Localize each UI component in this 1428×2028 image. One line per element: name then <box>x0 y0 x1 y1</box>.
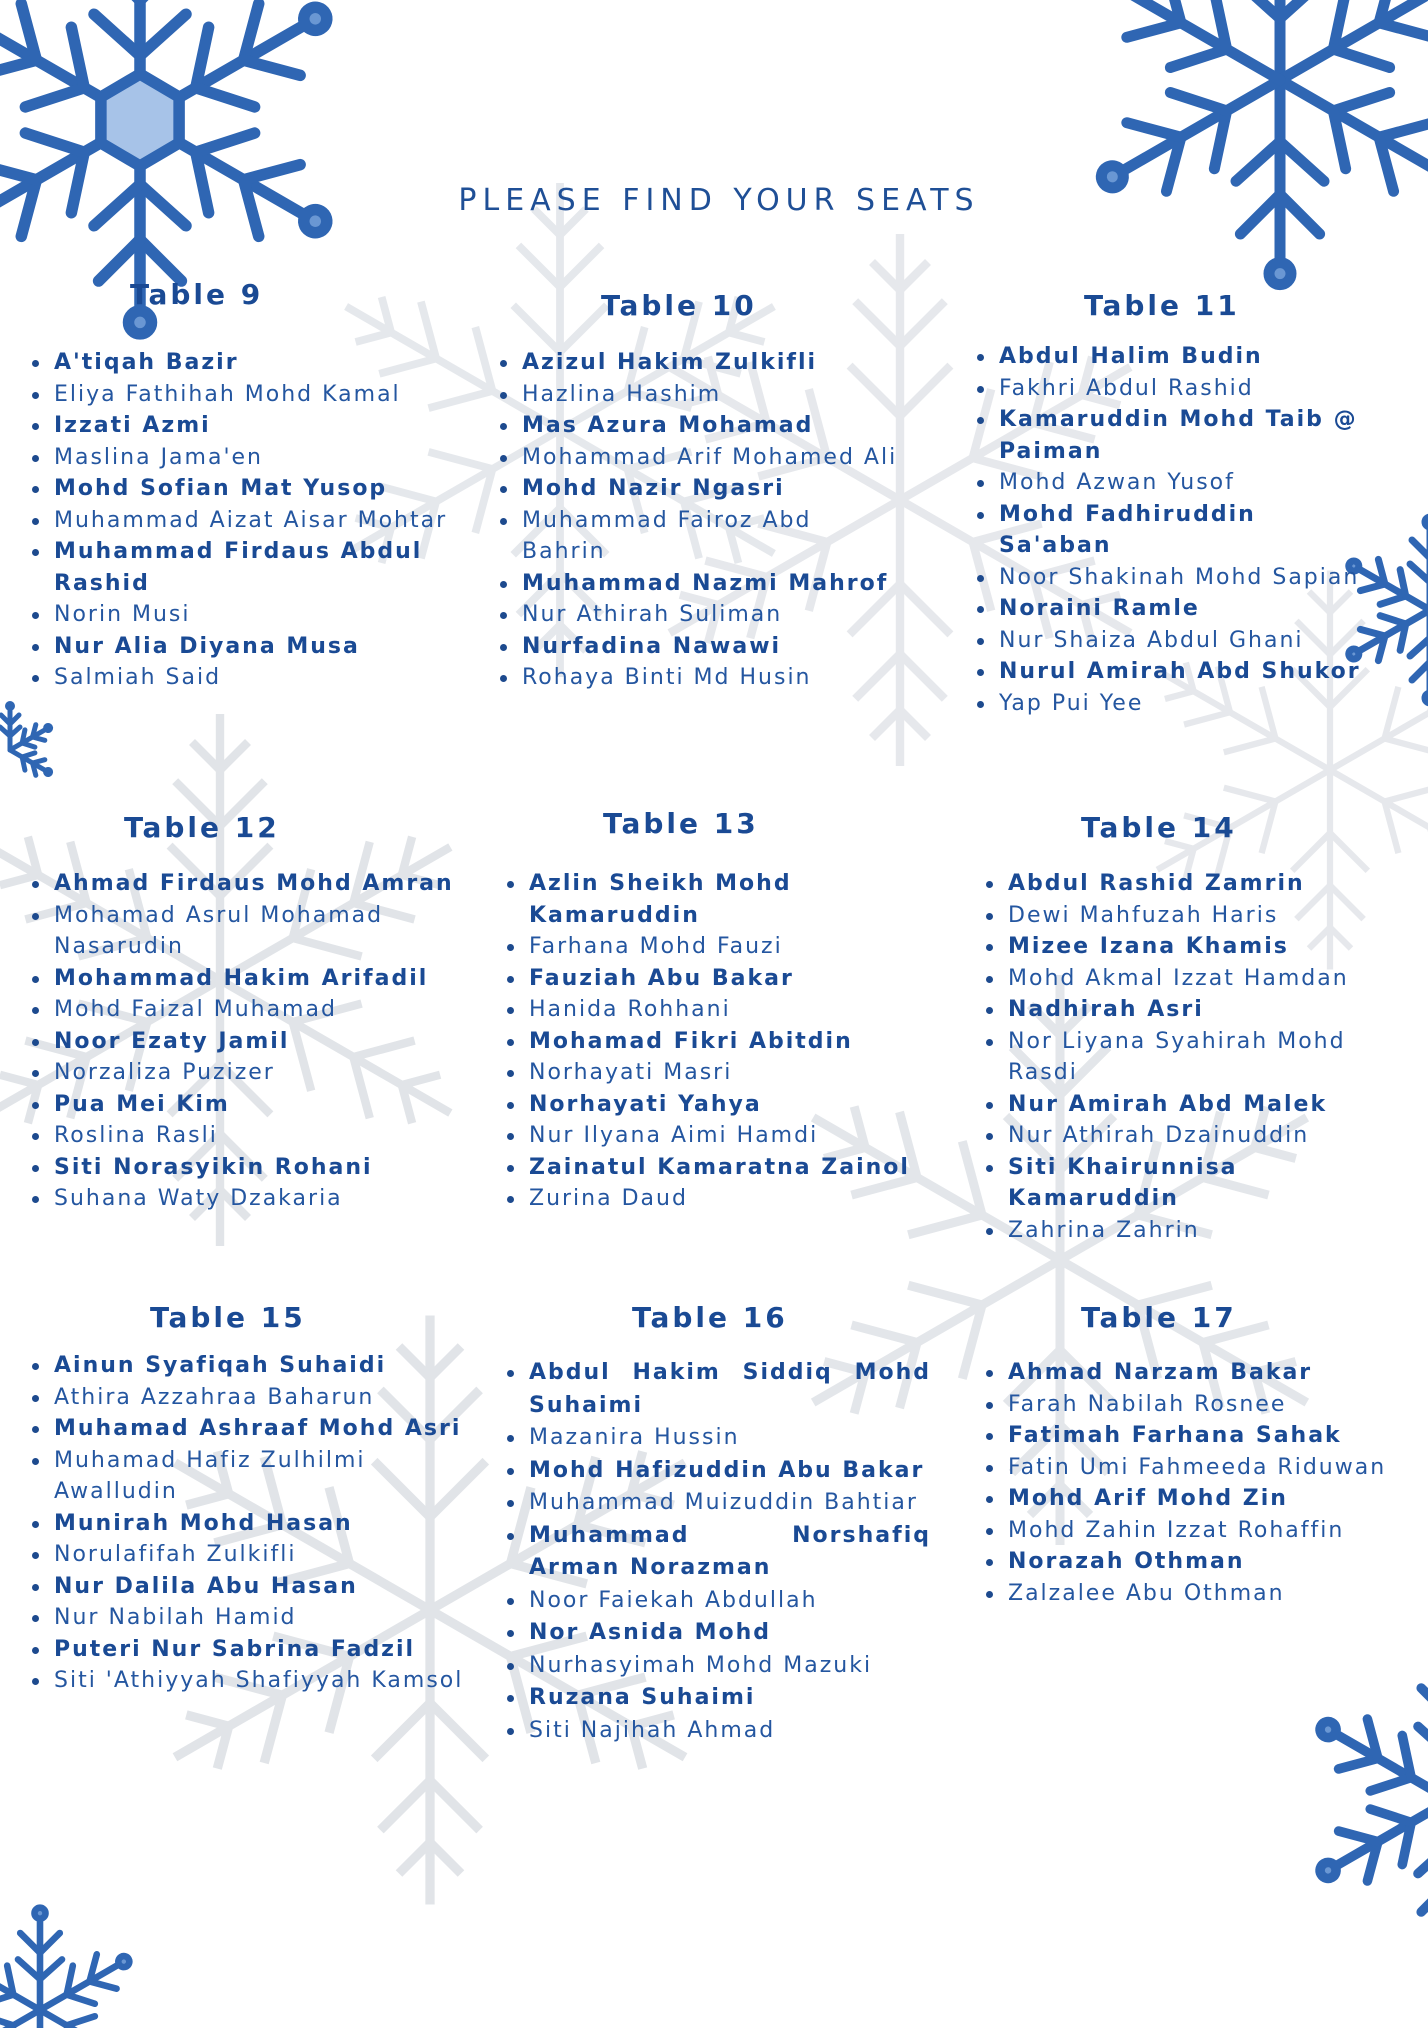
guest-name: Nadhirah Asri <box>986 994 1406 1026</box>
guest-name: Eliya Fathihah Mohd Kamal <box>32 379 482 411</box>
guest-name: Nurhasyimah Mohd Mazuki <box>507 1650 931 1683</box>
guest-name: Mohd Hafizuddin Abu Bakar <box>507 1455 931 1488</box>
guest-name: Nur Amirah Abd Malek <box>986 1089 1406 1121</box>
guest-name: Zahrina Zahrin <box>986 1215 1406 1247</box>
guest-list <box>32 868 472 1215</box>
guest-name: Mohammad Arif Mohamed Ali <box>500 442 900 474</box>
guest-list <box>507 1357 931 1747</box>
guest-name: Ainun Syafiqah Suhaidi <box>32 1350 472 1382</box>
guest-name: Puteri Nur Sabrina Fadzil <box>32 1634 472 1666</box>
guest-name: Abdul Halim Budin <box>977 341 1377 373</box>
guest-name: Norulafifah Zulkifli <box>32 1539 472 1571</box>
guest-name: Nur Ilyana Aimi Hamdi <box>507 1120 957 1152</box>
guest-list <box>500 347 900 694</box>
bottom-left-snowflake-icon <box>0 1900 150 2028</box>
guest-name: Izzati Azmi <box>32 410 482 442</box>
guest-name: Norazah Othman <box>986 1546 1406 1578</box>
table-heading: Table 14 <box>1081 811 1237 844</box>
guest-name: Norin Musi <box>32 599 482 631</box>
guest-name: Nur Alia Diyana Musa <box>32 631 482 663</box>
guest-name: Fauziah Abu Bakar <box>507 963 957 995</box>
bottom-right-snowflake-icon <box>1290 1640 1428 1960</box>
guest-name: Ruzana Suhaimi <box>507 1682 931 1715</box>
guest-name: Nur Athirah Dzainuddin <box>986 1120 1406 1152</box>
guest-list <box>32 1350 472 1697</box>
guest-name: Mohd Azwan Yusof <box>977 467 1377 499</box>
guest-name: Yap Pui Yee <box>977 688 1377 720</box>
guest-name: Mohd Sofian Mat Yusop <box>32 473 482 505</box>
table-heading: Table 16 <box>632 1301 788 1334</box>
guest-name: Muhamad Hafiz Zulhilmi Awalludin <box>32 1445 472 1508</box>
guest-name: Mohamad Fikri Abitdin <box>507 1026 957 1058</box>
guest-name: Fakhri Abdul Rashid <box>977 373 1377 405</box>
guest-name: Mohamad Asrul Mohamad Nasarudin <box>32 900 472 963</box>
table-heading: Table 11 <box>1084 289 1240 322</box>
guest-name: Athira Azzahraa Baharun <box>32 1382 472 1414</box>
guest-name: Siti Khairunnisa Kamaruddin <box>986 1152 1406 1215</box>
guest-list <box>986 868 1406 1246</box>
guest-name: Mas Azura Mohamad <box>500 410 900 442</box>
guest-name: Nur Nabilah Hamid <box>32 1602 472 1634</box>
guest-name: Azizul Hakim Zulkifli <box>500 347 900 379</box>
guest-name: Noor Faiekah Abdullah <box>507 1585 931 1618</box>
guest-name: Farhana Mohd Fauzi <box>507 931 957 963</box>
guest-name: Maslina Jama'en <box>32 442 482 474</box>
table-heading: Table 10 <box>601 289 757 322</box>
guest-name: Noor Ezaty Jamil <box>32 1026 472 1058</box>
guest-name: Norhayati Masri <box>507 1057 957 1089</box>
guest-name: Pua Mei Kim <box>32 1089 472 1121</box>
guest-name: Nurfadina Nawawi <box>500 631 900 663</box>
left-edge-snowflake-icon <box>0 700 60 800</box>
guest-name: Muhammad Aizat Aisar Mohtar <box>32 505 482 537</box>
guest-name: Mohd Nazir Ngasri <box>500 473 900 505</box>
guest-name: Siti 'Athiyyah Shafiyyah Kamsol <box>32 1665 472 1697</box>
guest-name: Norzaliza Puzizer <box>32 1057 472 1089</box>
guest-name: Fatimah Farhana Sahak <box>986 1420 1406 1452</box>
table-heading: Table 13 <box>603 807 759 840</box>
guest-name: Muhammad Fairoz Abd Bahrin <box>500 505 900 568</box>
guest-name: Nurul Amirah Abd Shukor <box>977 656 1377 688</box>
guest-name: Dewi Mahfuzah Haris <box>986 900 1406 932</box>
guest-name: Noraini Ramle <box>977 593 1377 625</box>
guest-name: Salmiah Said <box>32 662 482 694</box>
guest-name: Muhammad Muizuddin Bahtiar <box>507 1487 931 1520</box>
guest-name: Ahmad Firdaus Mohd Amran <box>32 868 472 900</box>
guest-name: Roslina Rasli <box>32 1120 472 1152</box>
guest-name: Muhamad Ashraaf Mohd Asri <box>32 1413 472 1445</box>
guest-name: Farah Nabilah Rosnee <box>986 1389 1406 1421</box>
guest-name: Fatin Umi Fahmeeda Riduwan <box>986 1452 1406 1484</box>
guest-name: Mohammad Hakim Arifadil <box>32 963 472 995</box>
guest-name: Suhana Waty Dzakaria <box>32 1183 472 1215</box>
guest-name: Zainatul Kamaratna Zainol <box>507 1152 957 1184</box>
guest-name: Muhammad Norshafiq Arman Norazman <box>507 1520 931 1585</box>
page-title: PLEASE FIND YOUR SEATS <box>458 183 980 218</box>
guest-name: Azlin Sheikh Mohd Kamaruddin <box>507 868 957 931</box>
guest-name: Nur Dalila Abu Hasan <box>32 1571 472 1603</box>
top-right-snowflake-icon <box>1060 0 1428 300</box>
guest-name: Muhammad Firdaus Abdul Rashid <box>32 536 482 599</box>
guest-list <box>977 341 1377 719</box>
guest-name: Nor Liyana Syahirah Mohd Rasdi <box>986 1026 1406 1089</box>
guest-name: Ahmad Narzam Bakar <box>986 1357 1406 1389</box>
guest-list <box>986 1357 1406 1609</box>
guest-name: Nor Asnida Mohd <box>507 1617 931 1650</box>
guest-name: Abdul Hakim Siddiq Mohd Suhaimi <box>507 1357 931 1422</box>
guest-name: Noor Shakinah Mohd Sapian <box>977 562 1377 594</box>
guest-name: Mohd Faizal Muhamad <box>32 994 472 1026</box>
table-heading: Table 15 <box>150 1301 306 1334</box>
guest-name: Siti Norasyikin Rohani <box>32 1152 472 1184</box>
guest-name: Nur Shaiza Abdul Ghani <box>977 625 1377 657</box>
guest-list <box>32 347 482 694</box>
guest-name: Nur Athirah Suliman <box>500 599 900 631</box>
guest-name: A'tiqah Bazir <box>32 347 482 379</box>
guest-name: Hanida Rohhani <box>507 994 957 1026</box>
guest-name: Zurina Daud <box>507 1183 957 1215</box>
guest-name: Mazanira Hussin <box>507 1422 931 1455</box>
table-heading: Table 12 <box>124 811 280 844</box>
guest-name: Mizee Izana Khamis <box>986 931 1406 963</box>
guest-name: Munirah Mohd Hasan <box>32 1508 472 1540</box>
guest-name: Mohd Fadhiruddin Sa'aban <box>977 499 1377 562</box>
guest-name: Mohd Zahin Izzat Rohaffin <box>986 1515 1406 1547</box>
table-heading: Table 17 <box>1081 1301 1237 1334</box>
guest-name: Siti Najihah Ahmad <box>507 1715 931 1748</box>
guest-name: Mohd Arif Mohd Zin <box>986 1483 1406 1515</box>
guest-name: Kamaruddin Mohd Taib @ Paiman <box>977 404 1377 467</box>
guest-name: Abdul Rashid Zamrin <box>986 868 1406 900</box>
table-heading: Table 9 <box>130 278 264 311</box>
guest-name: Zalzalee Abu Othman <box>986 1578 1406 1610</box>
guest-name: Hazlina Hashim <box>500 379 900 411</box>
guest-name: Norhayati Yahya <box>507 1089 957 1121</box>
guest-name: Muhammad Nazmi Mahrof <box>500 568 900 600</box>
guest-list <box>507 868 957 1215</box>
guest-name: Mohd Akmal Izzat Hamdan <box>986 963 1406 995</box>
guest-name: Rohaya Binti Md Husin <box>500 662 900 694</box>
